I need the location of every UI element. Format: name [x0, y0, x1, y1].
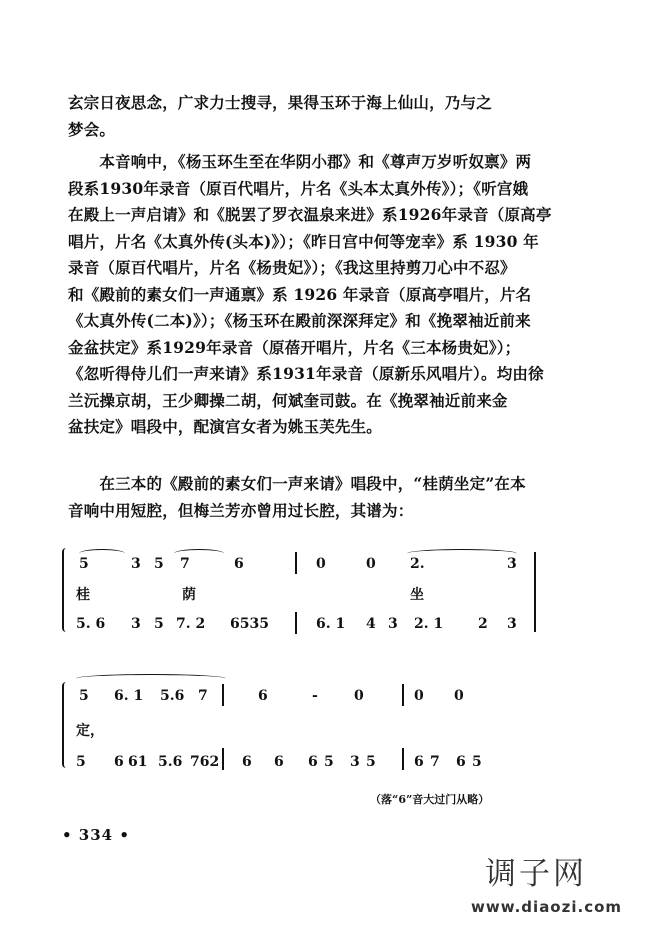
text-line: 在三本的《殿前的素女们一声来请》唱段中，“桂荫坐定”在本	[68, 474, 526, 493]
voice-note: 3	[131, 556, 141, 572]
voice-note: 5	[154, 556, 164, 572]
paragraph-2	[68, 149, 568, 441]
voice-note: 6. 1	[114, 688, 144, 704]
text-line: 在殿上一声启请》和《脱罢了罗衣温泉来进》系1926年录音（原高亭	[68, 205, 552, 224]
voice-note: 0	[414, 688, 424, 704]
accomp-note: 4	[366, 616, 376, 632]
accomp-note: 5	[366, 754, 376, 770]
accomp-note: 3	[388, 616, 398, 632]
text-line: 本音响中，《杨玉环生至在华阴小郡》和《尊声万岁听奴禀》两	[68, 152, 532, 171]
barline	[295, 612, 297, 634]
jianpu-score	[62, 540, 562, 800]
voice-note: 6	[234, 556, 244, 572]
barline	[222, 684, 224, 706]
accomp-note: 6	[414, 754, 424, 770]
text-line: 玄宗日夜思念，广求力士搜寻，果得玉环于海上仙山，乃与之	[68, 93, 492, 112]
text-line: 盆扶定》唱段中，配演宫女者为姚玉芙先生。	[68, 417, 383, 436]
text-line: 《太真外传(二本)》）；《杨玉环在殿前深深拜定》和《挽翠袖近前来	[68, 311, 531, 330]
accomp-note: 6	[274, 754, 284, 770]
watermark-site-name: 调子网	[485, 856, 587, 892]
accomp-note: 5	[324, 754, 334, 770]
accomp-note: 2. 1	[414, 616, 444, 632]
lyric: 定，	[76, 723, 104, 739]
text-line: 梦会。	[68, 119, 116, 139]
voice-note: 3	[507, 556, 517, 572]
score-caption: （落“6”音大过门从略）	[370, 793, 490, 806]
accomp-note: 5.6	[158, 754, 183, 770]
voice-note: 7	[198, 688, 208, 704]
voice-note: 5	[79, 556, 89, 572]
text-line: 兰沅操京胡，王少卿操二胡，何斌奎司鼓。在《挽翠袖近前来金	[68, 390, 508, 410]
slur	[76, 674, 226, 683]
score-system-2	[62, 668, 542, 778]
text-line: 和《殿前的素女们一声通禀》系 1926 年录音（原高亭唱片，片名	[68, 284, 532, 304]
accomp-note: 6535	[230, 616, 269, 632]
accomp-note: 5	[154, 616, 164, 632]
accomp-note: 3	[131, 616, 141, 632]
barline	[534, 552, 536, 632]
accomp-note: 3	[350, 754, 360, 770]
accomp-note: 6	[114, 754, 124, 770]
accomp-note: 5. 6	[76, 616, 106, 632]
text-line: 唱片，片名《太真外传(头本)》）；《昨日宫中何等宠幸》系 1930 年	[68, 231, 539, 251]
accomp-note: 6. 1	[316, 616, 346, 632]
lyric: 坐	[410, 587, 424, 603]
voice-note: -	[312, 688, 318, 704]
accomp-note: 7	[430, 754, 440, 770]
voice-note: 0	[366, 556, 376, 572]
text-line: 《忽听得侍儿们一声来请》系1931年录音（原新乐风唱片）。均由徐	[68, 364, 544, 383]
voice-note: 0	[454, 688, 464, 704]
score-system-1	[62, 540, 542, 640]
text-line: 段系1930年录音（原百代唱片，片名《头本太真外传》）；《听宫娥	[68, 178, 529, 198]
voice-note: 5.6	[160, 688, 185, 704]
voice-note: 5	[79, 688, 89, 704]
system-brace	[62, 682, 70, 768]
text-line: 录音（原百代唱片，片名《杨贵妃》）；《我这里持剪刀心中不忍》	[68, 258, 516, 277]
accomp-note: 6	[308, 754, 318, 770]
barline	[402, 748, 404, 770]
accomp-note: 6	[456, 754, 466, 770]
text-line: 金盆扶定》系1929年录音（原蓓开唱片，片名《三本杨贵妃》）；	[68, 337, 521, 357]
voice-note: 0	[354, 688, 364, 704]
lyric: 桂	[76, 587, 90, 603]
accomp-note: 762	[190, 754, 220, 770]
accomp-note: 61	[128, 754, 148, 770]
lyric: 荫	[182, 587, 196, 603]
accomp-note: 7. 2	[176, 616, 206, 632]
system-brace	[62, 548, 70, 632]
barline	[295, 552, 297, 574]
voice-note: 0	[316, 556, 326, 572]
voice-note: 2.	[410, 556, 425, 572]
accomp-note: 5	[472, 754, 482, 770]
voice-note: 7	[180, 556, 190, 572]
barline	[222, 748, 224, 770]
page-number: • 334 •	[62, 826, 130, 844]
paragraph-1	[68, 90, 568, 143]
watermark-url: www.diaozi.com	[471, 898, 623, 916]
paragraph-3	[68, 471, 568, 524]
accomp-note: 2	[478, 616, 488, 632]
accomp-note: 6	[242, 754, 252, 770]
barline	[402, 684, 404, 706]
accomp-note: 3	[507, 616, 517, 632]
voice-note: 6	[258, 688, 268, 704]
accomp-note: 5	[76, 754, 86, 770]
text-line: 音响中用短腔，但梅兰芳亦曾用过长腔，其谱为：	[68, 500, 414, 520]
